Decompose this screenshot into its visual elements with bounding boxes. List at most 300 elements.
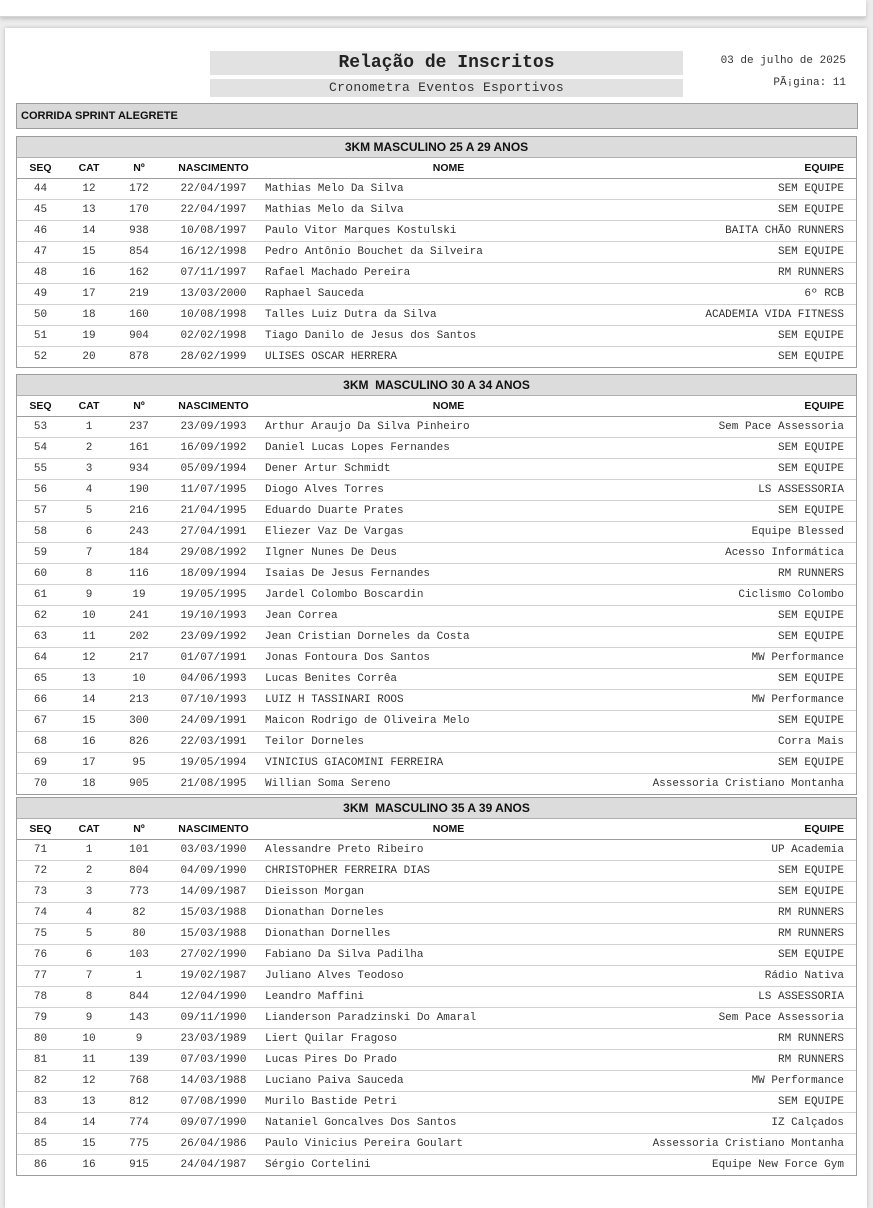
cell-num: 101 xyxy=(129,844,149,856)
cell-cat: 2 xyxy=(64,861,114,882)
cell-num: 161 xyxy=(114,438,164,459)
category-title: 3KM MASCULINO 25 A 29 ANOS xyxy=(17,137,856,158)
cell-nome: Mathias Melo da Silva xyxy=(263,200,634,221)
cell-seq: 76 xyxy=(17,945,64,966)
previous-page-edge xyxy=(0,0,866,17)
cell-seq: 78 xyxy=(17,987,64,1008)
cell-cat: 14 xyxy=(64,1113,114,1134)
cell-nasc: 27/04/1991 xyxy=(164,522,263,543)
cell-num: 237 xyxy=(129,421,149,433)
cell-cat: 6 xyxy=(64,522,114,543)
cell-cat: 3 xyxy=(64,882,114,903)
cell-num: 773 xyxy=(114,882,164,903)
table-header-row xyxy=(17,819,856,840)
cell-cat: 12 xyxy=(64,1071,114,1092)
cell-equipe: Acesso Informática xyxy=(634,543,856,564)
cell-num: 95 xyxy=(114,753,164,774)
cell-seq: 50 xyxy=(17,305,64,326)
cell-equipe: IZ Calçados xyxy=(634,1113,856,1134)
cell-equipe: SEM EQUIPE xyxy=(634,326,856,347)
column-header-cat: CAT xyxy=(64,819,114,840)
cell-num: 202 xyxy=(114,627,164,648)
cell-cat: 12 xyxy=(82,183,96,195)
table-row xyxy=(17,945,856,966)
table-row xyxy=(17,669,856,690)
cell-nasc: 19/02/1987 xyxy=(164,966,263,987)
cell-equipe: Ciclismo Colombo xyxy=(634,585,856,606)
cell-nasc: 19/10/1993 xyxy=(164,606,263,627)
table-row xyxy=(17,903,856,924)
cell-cat: 9 xyxy=(64,1008,114,1029)
cell-nome: Diogo Alves Torres xyxy=(263,480,634,501)
cell-seq: 48 xyxy=(17,263,64,284)
cell-num: 241 xyxy=(114,606,164,627)
cell-equipe: SEM EQUIPE xyxy=(634,347,856,368)
cell-nasc: 09/07/1990 xyxy=(164,1113,263,1134)
table-row xyxy=(17,987,856,1008)
cell-cat: 12 xyxy=(64,648,114,669)
cell-num: 915 xyxy=(114,1155,164,1176)
cell-equipe: SEM EQUIPE xyxy=(634,1092,856,1113)
cell-nome: Jean Correa xyxy=(263,606,634,627)
cell-seq: 45 xyxy=(17,200,64,221)
column-header-num: Nº xyxy=(114,158,164,179)
cell-num: 82 xyxy=(114,903,164,924)
cell-nasc: 07/10/1993 xyxy=(164,690,263,711)
cell-nasc: 15/03/1988 xyxy=(164,903,263,924)
cell-seq: 52 xyxy=(17,347,64,368)
column-header-num: Nº xyxy=(114,819,164,840)
table-row xyxy=(17,347,856,368)
column-header-nascimento: NASCIMENTO xyxy=(164,819,263,840)
cell-nasc: 24/09/1991 xyxy=(164,711,263,732)
cell-num: 243 xyxy=(114,522,164,543)
table-row xyxy=(17,840,856,861)
cell-equipe: Equipe New Force Gym xyxy=(634,1155,856,1176)
entries-table xyxy=(17,396,856,794)
cell-seq: 54 xyxy=(17,438,64,459)
cell-nome: Alessandre Preto Ribeiro xyxy=(265,844,424,856)
cell-num: 162 xyxy=(114,263,164,284)
cell-num: 219 xyxy=(114,284,164,305)
cell-equipe: MW Performance xyxy=(634,1071,856,1092)
cell-nome: Mathias Melo Da Silva xyxy=(265,183,404,195)
cell-cat: 8 xyxy=(64,987,114,1008)
cell-nasc: 04/09/1990 xyxy=(164,861,263,882)
cell-nasc: 02/02/1998 xyxy=(164,326,263,347)
cell-nasc: 12/04/1990 xyxy=(164,987,263,1008)
cell-nome: Sérgio Cortelini xyxy=(263,1155,634,1176)
cell-cat: 18 xyxy=(64,774,114,795)
cell-cat: 19 xyxy=(64,326,114,347)
cell-nasc: 13/03/2000 xyxy=(164,284,263,305)
cell-nasc: 18/09/1994 xyxy=(164,564,263,585)
table-row xyxy=(17,585,856,606)
cell-equipe: Assessoria Cristiano Montanha xyxy=(634,1134,856,1155)
cell-num: 934 xyxy=(114,459,164,480)
cell-seq: 64 xyxy=(17,648,64,669)
cell-cat: 8 xyxy=(64,564,114,585)
cell-cat: 18 xyxy=(64,305,114,326)
cell-cat: 10 xyxy=(64,606,114,627)
cell-seq: 73 xyxy=(17,882,64,903)
cell-num: 904 xyxy=(114,326,164,347)
cell-equipe: SEM EQUIPE xyxy=(634,459,856,480)
cell-nasc: 04/06/1993 xyxy=(164,669,263,690)
column-header-cat: CAT xyxy=(64,396,114,417)
column-header-nascimento: NASCIMENTO xyxy=(164,396,263,417)
cell-equipe: SEM EQUIPE xyxy=(634,627,856,648)
table-row xyxy=(17,732,856,753)
cell-seq: 71 xyxy=(33,844,48,856)
column-header-equipe: EQUIPE xyxy=(634,819,856,840)
cell-nome: Willian Soma Sereno xyxy=(263,774,634,795)
cell-nome: Eduardo Duarte Prates xyxy=(263,501,634,522)
category-section xyxy=(16,136,857,368)
cell-equipe: RM RUNNERS xyxy=(634,263,856,284)
cell-equipe: RM RUNNERS xyxy=(634,903,856,924)
cell-cat: 14 xyxy=(64,221,114,242)
column-header-cat: CAT xyxy=(64,158,114,179)
cell-seq: 72 xyxy=(17,861,64,882)
cell-equipe: SEM EQUIPE xyxy=(634,711,856,732)
table-row xyxy=(17,543,856,564)
cell-num: 804 xyxy=(114,861,164,882)
table-row xyxy=(17,753,856,774)
cell-nasc: 19/05/1994 xyxy=(164,753,263,774)
cell-num: 905 xyxy=(114,774,164,795)
cell-equipe: RM RUNNERS xyxy=(634,1029,856,1050)
cell-cat: 5 xyxy=(64,501,114,522)
cell-nome: Leandro Maffini xyxy=(263,987,634,1008)
table-row xyxy=(17,774,856,795)
cell-num: 139 xyxy=(114,1050,164,1071)
cell-nome: Dener Artur Schmidt xyxy=(263,459,634,480)
cell-num: 103 xyxy=(114,945,164,966)
cell-seq: 85 xyxy=(17,1134,64,1155)
cell-num: 190 xyxy=(114,480,164,501)
cell-equipe: SEM EQUIPE xyxy=(634,753,856,774)
cell-cat: 16 xyxy=(64,263,114,284)
cell-num: 172 xyxy=(129,183,149,195)
cell-nasc: 05/09/1994 xyxy=(164,459,263,480)
event-name: CORRIDA SPRINT ALEGRETE xyxy=(16,103,858,129)
table-row xyxy=(17,221,856,242)
cell-nasc: 01/07/1991 xyxy=(164,648,263,669)
cell-seq: 82 xyxy=(17,1071,64,1092)
table-row xyxy=(17,861,856,882)
cell-num: 775 xyxy=(114,1134,164,1155)
table-row xyxy=(17,417,856,438)
cell-cat: 7 xyxy=(64,966,114,987)
column-header-nome: NOME xyxy=(263,396,634,417)
cell-num: 768 xyxy=(114,1071,164,1092)
table-row xyxy=(17,966,856,987)
cell-nasc: 22/03/1991 xyxy=(164,732,263,753)
cell-nome: Murilo Bastide Petri xyxy=(263,1092,634,1113)
cell-seq: 61 xyxy=(17,585,64,606)
table-row xyxy=(17,1071,856,1092)
cell-equipe: LS ASSESSORIA xyxy=(634,987,856,1008)
cell-nome: Jean Cristian Dorneles da Costa xyxy=(263,627,634,648)
table-row xyxy=(17,459,856,480)
cell-seq: 56 xyxy=(17,480,64,501)
document-page xyxy=(5,28,867,1208)
cell-nome: Juliano Alves Teodoso xyxy=(263,966,634,987)
cell-nome: VINICIUS GIACOMINI FERREIRA xyxy=(263,753,634,774)
table-row xyxy=(17,1134,856,1155)
cell-nome: Maicon Rodrigo de Oliveira Melo xyxy=(263,711,634,732)
column-header-equipe: EQUIPE xyxy=(634,396,856,417)
cell-nasc: 19/05/1995 xyxy=(164,585,263,606)
cell-equipe: SEM EQUIPE xyxy=(634,606,856,627)
table-row xyxy=(17,326,856,347)
cell-nasc: 28/02/1999 xyxy=(164,347,263,368)
category-section xyxy=(16,374,857,795)
cell-nasc: 07/03/1990 xyxy=(164,1050,263,1071)
cell-num: 216 xyxy=(114,501,164,522)
cell-seq: 68 xyxy=(17,732,64,753)
cell-seq: 47 xyxy=(17,242,64,263)
cell-nome: Isaias De Jesus Fernandes xyxy=(263,564,634,585)
cell-seq: 63 xyxy=(17,627,64,648)
column-header-nascimento: NASCIMENTO xyxy=(164,158,263,179)
cell-nome: Dionathan Dorneles xyxy=(263,903,634,924)
cell-num: 80 xyxy=(114,924,164,945)
cell-num: 217 xyxy=(114,648,164,669)
cell-equipe: Corra Mais xyxy=(634,732,856,753)
cell-cat: 17 xyxy=(64,284,114,305)
cell-nome: Pedro Antônio Bouchet da Silveira xyxy=(263,242,634,263)
cell-equipe: SEM EQUIPE xyxy=(634,501,856,522)
cell-num: 9 xyxy=(114,1029,164,1050)
cell-nome: Lucas Pires Do Prado xyxy=(263,1050,634,1071)
cell-seq: 57 xyxy=(17,501,64,522)
cell-cat: 11 xyxy=(64,627,114,648)
cell-equipe: SEM EQUIPE xyxy=(634,669,856,690)
table-row xyxy=(17,882,856,903)
cell-nasc: 26/04/1986 xyxy=(164,1134,263,1155)
cell-seq: 53 xyxy=(33,421,48,433)
cell-equipe: Assessoria Cristiano Montanha xyxy=(634,774,856,795)
cell-nome: Fabiano Da Silva Padilha xyxy=(263,945,634,966)
cell-seq: 69 xyxy=(17,753,64,774)
cell-num: 878 xyxy=(114,347,164,368)
cell-num: 300 xyxy=(114,711,164,732)
table-row xyxy=(17,648,856,669)
cell-nasc: 23/09/1992 xyxy=(164,627,263,648)
cell-nome: Nataniel Goncalves Dos Santos xyxy=(263,1113,634,1134)
column-header-seq: SEQ xyxy=(17,819,64,840)
cell-cat: 6 xyxy=(64,945,114,966)
column-header-seq: SEQ xyxy=(17,158,64,179)
cell-num: 854 xyxy=(114,242,164,263)
cell-nasc: 14/09/1987 xyxy=(164,882,263,903)
table-row xyxy=(17,1050,856,1071)
table-row xyxy=(17,438,856,459)
cell-seq: 65 xyxy=(17,669,64,690)
category-title: 3KM MASCULINO 35 A 39 ANOS xyxy=(17,798,856,819)
cell-num: 213 xyxy=(114,690,164,711)
cell-nome: Ilgner Nunes De Deus xyxy=(263,543,634,564)
table-row xyxy=(17,305,856,326)
cell-nasc: 29/08/1992 xyxy=(164,543,263,564)
cell-nasc: 09/11/1990 xyxy=(164,1008,263,1029)
cell-seq: 77 xyxy=(17,966,64,987)
cell-equipe: RM RUNNERS xyxy=(634,924,856,945)
cell-equipe: SEM EQUIPE xyxy=(634,242,856,263)
cell-seq: 79 xyxy=(17,1008,64,1029)
cell-nasc: 15/03/1988 xyxy=(164,924,263,945)
column-header-equipe: EQUIPE xyxy=(634,158,856,179)
cell-num: 1 xyxy=(114,966,164,987)
cell-nasc: 22/04/1997 xyxy=(180,183,247,195)
cell-nome: Daniel Lucas Lopes Fernandes xyxy=(263,438,634,459)
cell-equipe: SEM EQUIPE xyxy=(777,183,844,195)
table-row xyxy=(17,501,856,522)
table-row xyxy=(17,1008,856,1029)
cell-seq: 84 xyxy=(17,1113,64,1134)
cell-cat: 2 xyxy=(64,438,114,459)
cell-nome: Raphael Sauceda xyxy=(263,284,634,305)
cell-nome: Lianderson Paradzinski Do Amaral xyxy=(263,1008,634,1029)
cell-cat: 14 xyxy=(64,690,114,711)
category-title: 3KM MASCULINO 30 A 34 ANOS xyxy=(17,375,856,396)
cell-nasc: 11/07/1995 xyxy=(164,480,263,501)
cell-nome: Dieisson Morgan xyxy=(263,882,634,903)
cell-seq: 86 xyxy=(17,1155,64,1176)
cell-seq: 51 xyxy=(17,326,64,347)
cell-nome: Arthur Araujo Da Silva Pinheiro xyxy=(265,421,470,433)
cell-nome: Paulo Vinicius Pereira Goulart xyxy=(263,1134,634,1155)
cell-num: 143 xyxy=(114,1008,164,1029)
cell-equipe: SEM EQUIPE xyxy=(634,882,856,903)
cell-seq: 49 xyxy=(17,284,64,305)
cell-cat: 13 xyxy=(64,200,114,221)
cell-nasc: 10/08/1998 xyxy=(164,305,263,326)
column-header-nome: NOME xyxy=(263,158,634,179)
cell-cat: 16 xyxy=(64,1155,114,1176)
cell-cat: 3 xyxy=(64,459,114,480)
cell-cat: 9 xyxy=(64,585,114,606)
cell-cat: 5 xyxy=(64,924,114,945)
table-row xyxy=(17,200,856,221)
table-row xyxy=(17,1029,856,1050)
cell-nome: Paulo Vitor Marques Kostulski xyxy=(263,221,634,242)
cell-seq: 81 xyxy=(17,1050,64,1071)
cell-nasc: 23/09/1993 xyxy=(180,421,247,433)
cell-equipe: SEM EQUIPE xyxy=(634,945,856,966)
cell-num: 116 xyxy=(114,564,164,585)
cell-cat: 13 xyxy=(64,669,114,690)
table-row xyxy=(17,179,856,200)
cell-seq: 60 xyxy=(17,564,64,585)
cell-equipe: BAITA CHÃO RUNNERS xyxy=(634,221,856,242)
cell-num: 184 xyxy=(114,543,164,564)
cell-nasc: 03/03/1990 xyxy=(180,844,247,856)
table-row xyxy=(17,627,856,648)
cell-num: 774 xyxy=(114,1113,164,1134)
cell-nasc: 14/03/1988 xyxy=(164,1071,263,1092)
table-header-row xyxy=(17,158,856,179)
cell-cat: 13 xyxy=(64,1092,114,1113)
table-row xyxy=(17,924,856,945)
cell-cat: 4 xyxy=(64,480,114,501)
cell-nome: CHRISTOPHER FERREIRA DIAS xyxy=(263,861,634,882)
cell-nasc: 21/04/1995 xyxy=(164,501,263,522)
cell-cat: 16 xyxy=(64,732,114,753)
category-section xyxy=(16,797,857,1176)
cell-nome: Tiago Danilo de Jesus dos Santos xyxy=(263,326,634,347)
cell-nome: Jardel Colombo Boscardin xyxy=(263,585,634,606)
cell-equipe: Equipe Blessed xyxy=(634,522,856,543)
cell-seq: 44 xyxy=(33,183,48,195)
table-row xyxy=(17,711,856,732)
cell-equipe: MW Performance xyxy=(634,648,856,669)
cell-cat: 15 xyxy=(64,1134,114,1155)
cell-equipe: SEM EQUIPE xyxy=(634,200,856,221)
cell-nome: ULISES OSCAR HERRERA xyxy=(263,347,634,368)
cell-nasc: 22/04/1997 xyxy=(164,200,263,221)
table-row xyxy=(17,480,856,501)
cell-nome: LUIZ H TASSINARI ROOS xyxy=(263,690,634,711)
cell-cat: 15 xyxy=(64,242,114,263)
cell-cat: 4 xyxy=(64,903,114,924)
cell-seq: 58 xyxy=(17,522,64,543)
cell-nome: Lucas Benites Corrêa xyxy=(263,669,634,690)
cell-seq: 66 xyxy=(17,690,64,711)
page-number: PÃ¡gina: 11 xyxy=(773,77,846,89)
cell-nome: Teilor Dorneles xyxy=(263,732,634,753)
cell-equipe: 6º RCB xyxy=(634,284,856,305)
table-row xyxy=(17,1092,856,1113)
cell-nome: Luciano Paiva Sauceda xyxy=(263,1071,634,1092)
cell-equipe: Rádio Nativa xyxy=(634,966,856,987)
cell-num: 844 xyxy=(114,987,164,1008)
cell-seq: 70 xyxy=(17,774,64,795)
cell-equipe: SEM EQUIPE xyxy=(634,438,856,459)
table-row xyxy=(17,284,856,305)
cell-nasc: 27/02/1990 xyxy=(164,945,263,966)
cell-nasc: 23/03/1989 xyxy=(164,1029,263,1050)
cell-num: 160 xyxy=(114,305,164,326)
table-row xyxy=(17,564,856,585)
cell-equipe: Sem Pace Assessoria xyxy=(718,421,844,433)
document-subtitle: Cronometra Eventos Esportivos xyxy=(210,79,683,97)
cell-cat: 1 xyxy=(85,421,93,433)
cell-seq: 55 xyxy=(17,459,64,480)
cell-num: 938 xyxy=(114,221,164,242)
cell-nasc: 10/08/1997 xyxy=(164,221,263,242)
cell-equipe: RM RUNNERS xyxy=(634,1050,856,1071)
column-header-num: Nº xyxy=(114,396,164,417)
cell-cat: 10 xyxy=(64,1029,114,1050)
cell-seq: 75 xyxy=(17,924,64,945)
cell-cat: 7 xyxy=(64,543,114,564)
table-header-row xyxy=(17,396,856,417)
cell-seq: 83 xyxy=(17,1092,64,1113)
cell-nome: Dionathan Dornelles xyxy=(263,924,634,945)
cell-cat: 11 xyxy=(64,1050,114,1071)
table-row xyxy=(17,522,856,543)
table-row xyxy=(17,606,856,627)
document-title: Relação de Inscritos xyxy=(210,51,683,75)
column-header-nome: NOME xyxy=(263,819,634,840)
cell-nome: Rafael Machado Pereira xyxy=(263,263,634,284)
cell-seq: 59 xyxy=(17,543,64,564)
cell-nasc: 21/08/1995 xyxy=(164,774,263,795)
cell-nasc: 16/09/1992 xyxy=(164,438,263,459)
